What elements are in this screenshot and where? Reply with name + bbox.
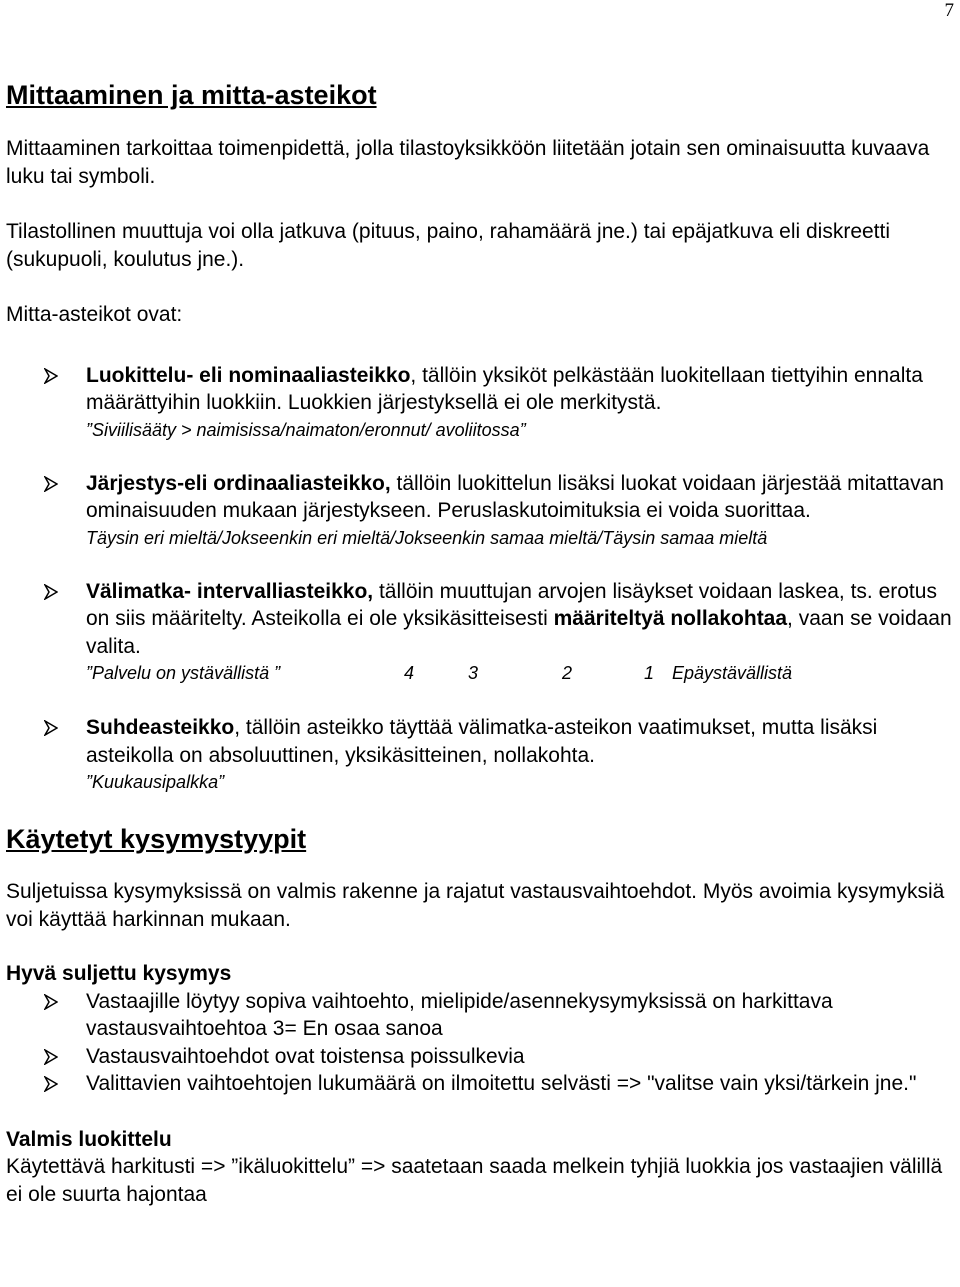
- scale-description: , tällöin yksiköt pelkästään luokitellaan tiettyihin ennalta määrättyihin luokkiin. Luokkien järjestyksellä ei ole merkitystä.: [86, 363, 923, 414]
- arrow-bullet-icon: [6, 1043, 86, 1071]
- scale-name: Järjestys-eli ordinaaliasteikko,: [86, 471, 391, 495]
- paragraph-scales-intro: Mitta-asteikot ovat:: [6, 303, 183, 326]
- list-item: [6, 988, 956, 1043]
- scale-example: ”Siviilisääty > naimisissa/naimaton/eronnut/ avoliitossa”: [86, 419, 526, 440]
- scale-name: Suhdeasteikko: [86, 716, 235, 739]
- subheading-good-question: Hyvä suljettu kysymys: [6, 962, 232, 985]
- paragraph-definition: Mittaaminen tarkoittaa toimenpidettä, jolla tilastoyksikköön liitetään jotain sen ominaisuutta kuvaava luku tai symboli.: [6, 137, 930, 188]
- scale-emphasis: määriteltyä nollakohtaa: [553, 607, 788, 630]
- arrow-bullet-icon: [6, 470, 86, 498]
- example-statement: ”Palvelu on ystävällistä ”: [86, 663, 281, 683]
- list-item-text: Valittavien vaihtoehtojen lukumäärä on ilmoitettu selvästi => "valitse vain yksi/tärkein jne.": [86, 1072, 917, 1095]
- scale-name: Luokittelu- eli nominaaliasteikko: [86, 363, 411, 387]
- arrow-bullet-icon: [6, 1070, 86, 1098]
- scale-item-ratio: [6, 714, 956, 796]
- scale-description: , tällöin asteikko täyttää välimatka-asteikon vaatimukset, mutta lisäksi asteikolla on absoluuttinen, yksikäsitteinen, nollakohta.: [86, 716, 878, 767]
- paragraph-variable: Tilastollinen muuttuja voi olla jatkuva (pituus, paino, rahamäärä jne.) tai epäjatkuva eli diskreetti (sukupuoli, koulutus jne.).: [6, 220, 891, 271]
- heading-measurement: Mittaaminen ja mitta-asteikot: [6, 80, 377, 110]
- example-value: 3: [468, 663, 479, 683]
- arrow-bullet-icon: [6, 714, 86, 742]
- arrow-bullet-icon: [6, 988, 86, 1016]
- example-value: 1: [644, 663, 655, 683]
- scale-example: ”Kuukausipalkka”: [86, 772, 225, 792]
- page-number: 7: [944, 0, 954, 21]
- list-item: [6, 1043, 956, 1071]
- page-content: [6, 78, 956, 1208]
- example-opposite: Epäystävällistä: [672, 663, 793, 683]
- scale-item-interval: [6, 578, 956, 688]
- heading-question-types: Käytetyt kysymystyypit: [6, 824, 307, 854]
- example-value: 4: [404, 663, 415, 683]
- arrow-bullet-icon: [6, 578, 86, 606]
- subheading-ready-classification: Valmis luokittelu: [6, 1127, 172, 1151]
- list-item: [6, 1070, 956, 1098]
- scale-item-ordinal: [6, 470, 956, 552]
- scale-description: tällöin muuttujan arvojen lisäykset voidaan laskea, ts. erotus on siis määritelty. Asteikolla ei ole yksikäsitteisesti: [86, 579, 937, 630]
- scale-item-nominal: [6, 362, 956, 444]
- list-item-text: Vastaajille löytyy sopiva vaihtoehto, mielipide/asennekysymyksissä on harkittava vastausvaihtoehtoa 3= En osaa sanoa: [86, 989, 833, 1040]
- arrow-bullet-icon: [6, 362, 86, 390]
- scale-description: tällöin luokittelun lisäksi luokat voidaan järjestää mitattavan ominaisuuden mukaan järjestykseen. Peruslaskutoimituksia ei voida suorittaa.: [86, 471, 944, 522]
- paragraph-ready-classification: Käytettävä harkitusti => ”ikäluokittelu” => saatetaan saada melkein tyhjiä luokkia jos vastaajien välillä ei ole suurta hajontaa: [6, 1155, 943, 1206]
- example-value: 2: [562, 663, 573, 683]
- scale-example: Täysin eri mieltä/Jokseenkin eri mieltä/Jokseenkin samaa mieltä/Täysin samaa mieltä: [86, 527, 768, 548]
- good-question-list: [6, 988, 956, 1098]
- scale-name: Välimatka- intervalliasteikko,: [86, 579, 374, 603]
- scale-example: [86, 660, 956, 687]
- paragraph-closed-questions: Suljetuissa kysymyksissä on valmis rakenne ja rajatut vastausvaihtoehdot. Myös avoimia kysymyksiä voi käyttää harkinnan mukaan.: [6, 880, 945, 931]
- list-item-text: Vastausvaihtoehdot ovat toistensa poissulkevia: [86, 1044, 525, 1068]
- scale-description-end: , vaan se voidaan valita.: [86, 607, 952, 658]
